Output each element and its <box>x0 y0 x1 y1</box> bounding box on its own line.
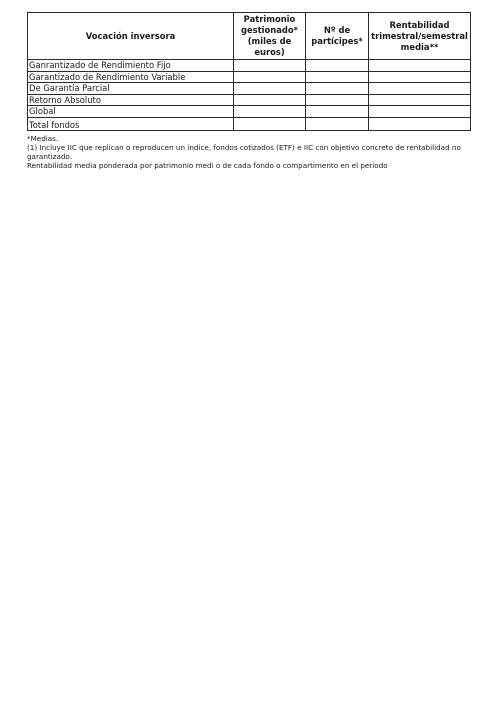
row-label: Retorno Absoluto <box>28 94 234 106</box>
header-rentabilidad-media: Rentabilidad trimestral/semestral media** <box>369 13 471 60</box>
table-cell <box>306 83 369 95</box>
header-numero-participes: Nº de partícipes* <box>306 13 369 60</box>
table-cell <box>369 60 471 72</box>
table-cell <box>369 106 471 118</box>
table-row <box>28 106 471 118</box>
table-header-row <box>28 13 471 60</box>
table-cell <box>234 71 306 83</box>
table-cell <box>306 71 369 83</box>
row-label: De Garantía Parcial <box>28 83 234 95</box>
table-cell <box>306 94 369 106</box>
header-vocacion-inversora: Vocación inversora <box>28 13 234 60</box>
table-cell <box>306 117 369 130</box>
footnote-incluye-iic: (1) Incluye IIC que replican o reproducen un índice, fondos cotizados (ETF) e IIC con objetivo concreto de rentabilidad no garantizado. <box>27 143 461 161</box>
table-cell <box>369 117 471 130</box>
table-cell <box>369 71 471 83</box>
footnote-medias: *Medias. <box>27 134 59 143</box>
row-label: Garantizado de Rendimiento Variable <box>28 71 234 83</box>
table-row <box>28 60 471 72</box>
table-row <box>28 94 471 106</box>
row-label: Ganrantizado de Rendimiento Fijo <box>28 60 234 72</box>
table-total-row <box>28 117 471 130</box>
table-footnotes <box>27 134 467 170</box>
header-patrimonio-gestionado: Patrimonio gestionado* (miles de euros) <box>234 13 306 60</box>
row-label: Global <box>28 106 234 118</box>
table-cell <box>306 60 369 72</box>
table-row <box>28 83 471 95</box>
footnote-rentabilidad-media: Rentabilidad media ponderada por patrimonio medi o de cada fondo o compartimento en el período <box>27 161 388 170</box>
table-cell <box>234 60 306 72</box>
table-cell <box>369 94 471 106</box>
table-cell <box>306 106 369 118</box>
investment-vocation-table <box>27 12 471 131</box>
table-cell <box>234 94 306 106</box>
table-cell <box>234 106 306 118</box>
table-cell <box>369 83 471 95</box>
table-row <box>28 71 471 83</box>
total-label: Total fondos <box>28 117 234 130</box>
table-cell <box>234 83 306 95</box>
table-cell <box>234 117 306 130</box>
